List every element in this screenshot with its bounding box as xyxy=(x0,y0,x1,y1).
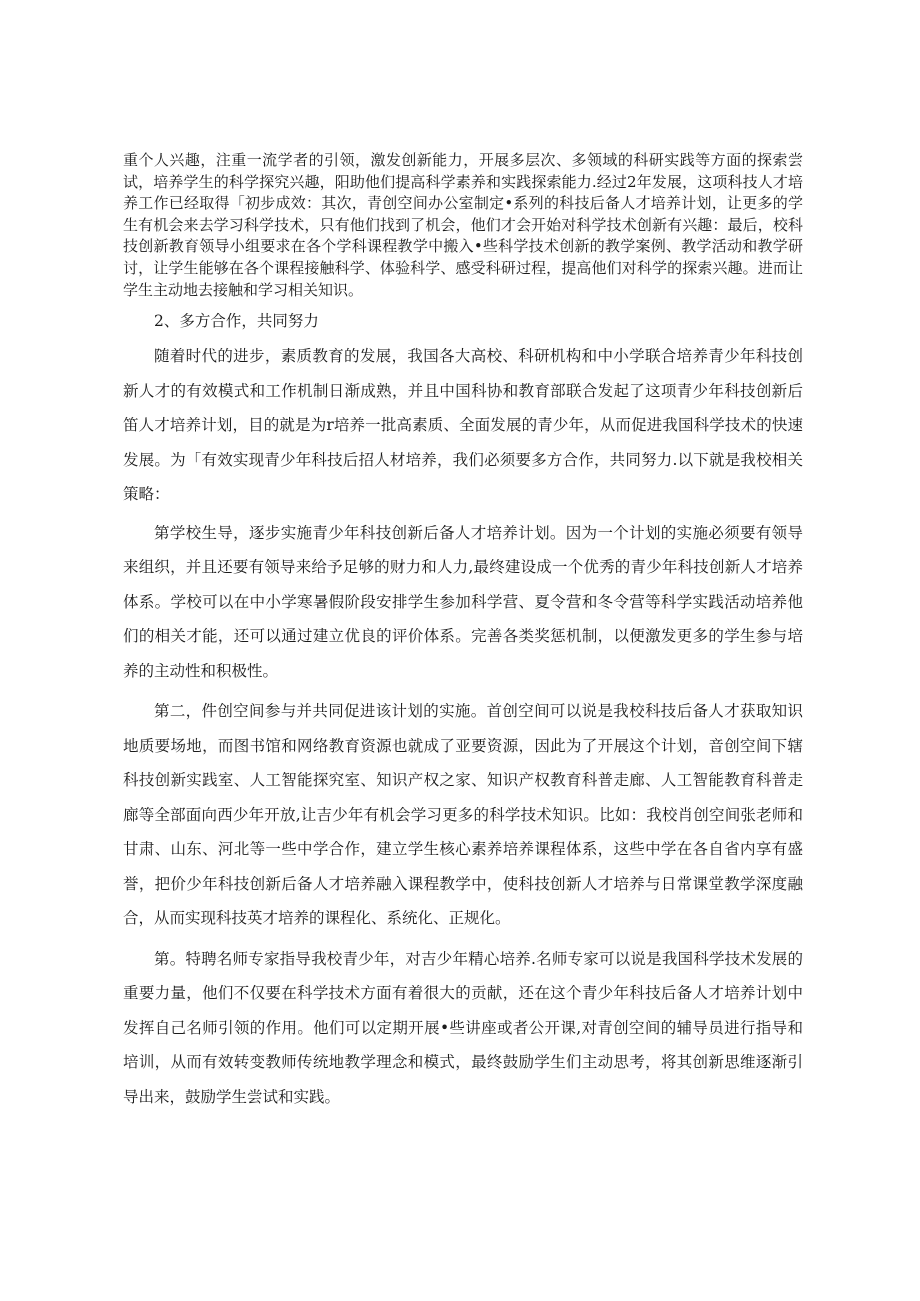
paragraph-third-strategy: 第。特聘名师专家指导我校青少年，对吉少年精心培养.名师专家可以说是我国科学技术发展的重要力量，他们不仅要在科学技术方面有着很大的贡献，还在这个青少年科技后备人才培养计划中发挥自己名师引领的作用。他们可以定期开展•些讲座或者公开课,对青创空间的辅导员进行指导和培训，从而有效转变教师传统地教学理念和模式，最终鼓励学生们主动思考，将其创新思维逐渐引导出来，鼓励学生尝试和实践。 xyxy=(123,949,803,1106)
paragraph-first-strategy: 第学校生导，逐步实施青少年科技创新后备人才培养计划。因为一个计划的实施必须要有领导来组织，并且还要有领导来给予足够的财力和人力,最终建设成一个优秀的青少年科技创新人才培养体系。学校可以在中小学寒暑假阶段安排学生参加科学营、夏令营和冬令营等科学实践活动培养他们的相关才能，还可以通过建立优良的评价体系。完善各类奖惩机制，以便激发更多的学生参与培养的主动性和积极性。 xyxy=(123,523,803,680)
paragraph-second-strategy: 第二，件创空间参与并共同促进该计划的实施。首创空间可以说是我校科技后备人才获取知识地质要场地，而图书馆和网络教育资源也就成了亚要资源，因此为了开展这个计划，音创空间下辖科技创新实践室、人工智能探究室、知识产权之家、知识产权教育科普走廊、人工智能教育科普走廊等全部面向西少年开放,让吉少年有机会学习更多的科学技术知识。比如：我校肖创空间张老师和甘肃、山东、河北等一些中学合作，建立学生核心素养培养课程体系，这些中学在各自省内享有盛誉，把价少年科技创新后备人才培养融入课程教学中，使科技创新人才培养与日常课堂教学深度融合，从而实现科技英才培养的课程化、系统化、正规化。 xyxy=(123,702,803,928)
section-heading-2: 2、多方合作，共同努力 xyxy=(154,312,319,331)
paragraph-intro: 随着时代的进步，素质教育的发展，我国各大高校、科研机构和中小学联合培养青少年科技创新人才的有效模式和工作机制日渐成熟，并且中国科协和教育部联合发起了这项青少年科技创新后笛人才培养计划，目的就是为r培养一批高素质、全面发展的青少年，从而促进我国科学技术的快速发展。为「有效实现青少年科技后招人材培养，我们必须要多方合作，共同努力.以下就是我校相关策略： xyxy=(123,347,803,504)
document-page xyxy=(123,150,803,1114)
paragraph-continued: 重个人兴趣，注重一流学者的引领，激发创新能力，开展多层次、多领域的科研实践等方面的探索尝试，培养学生的科学探究兴趣，阳助他们提高科学素养和实践探索能力.经过2年发展，这项科技人才培养工作已经取得「初步成效：其次，青创空间办公室制定•系列的科技后备人才培养计划，让更多的学生有机会来去学习科学技术，只有他们找到了机会，他们才会开始对科学技术创新有兴趣：最后，校科技创新教育领导小组要求在各个学科课程教学中搬入•些科学技术创新的教学案例、教学活动和教学研讨，让学生能够在各个课程接触科学、体验科学、感受科研过程，提高他们对科学的探索兴趣。进而让学生主动地去接触和学习相关知识。 xyxy=(123,151,803,299)
